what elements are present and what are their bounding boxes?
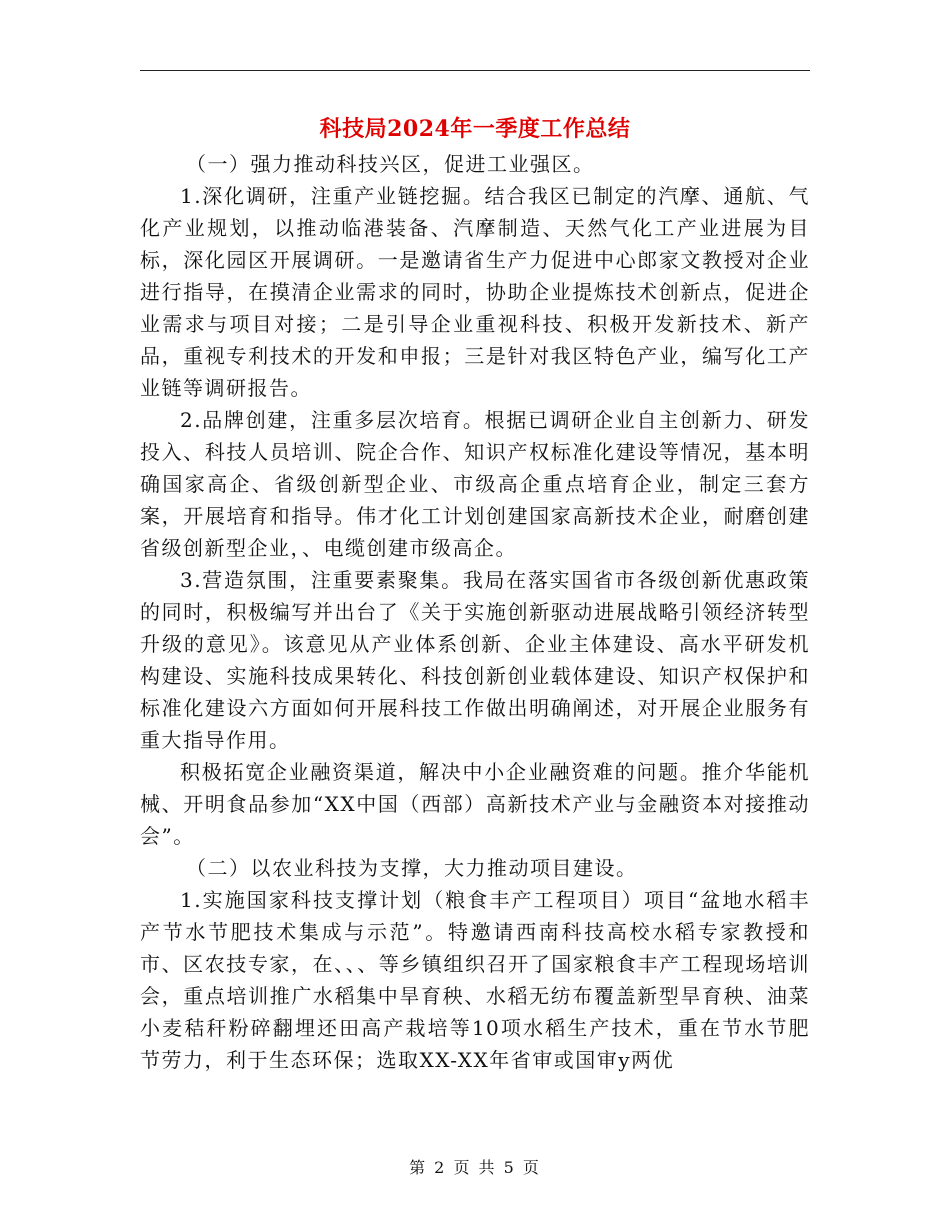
section-heading-1: （一）强力推动科技兴区，促进工业强区。 [186,152,595,176]
body-paragraph: 2.品牌创建，注重多层次培育。根据已调研企业自主创新力、研发投入、科技人员培训、院企合作、知识产权标准化建设等情况，基本明确国家高企、省级创新型企业、市级高企重点培育企业，制定三套方案，开展培育和指导。伟才化工计划创建国家高新技术企业，耐磨创建省级创新型企业，、电缆创建市级高企。 [140,408,810,560]
section-heading-2: （二）以农业科技为支撑，大力推动项目建设。 [186,856,638,880]
document-title: 科技局2024年一季度工作总结 [319,116,631,142]
body-paragraph: 3.营造氛围，注重要素聚集。我局在落实国省市各级创新优惠政策的同时，积极编写并出台了《关于实施创新驱动进展战略引领经济转型升级的意见》。该意见从产业体系创新、企业主体建设、高水平研发机构建设、实施科技成果转化、科技创新创业载体建设、知识产权保护和标准化建设六方面如何开展科技工作做出明确阐述，对开展企业服务有重大指导作用。 [140,568,810,752]
page-number: 第 2 页 共 5 页 [409,1158,541,1177]
document-body [140,148,810,1076]
body-paragraph: 1.实施国家科技支撑计划（粮食丰产工程项目）项目“盆地水稻丰产节水节肥技术集成与示范”。特邀请西南科技高校水稻专家教授和市、区农技专家，在、、、等乡镇组织召开了国家粮食丰产工程现场培训会，重点培训推广水稻集中旱育秧、水稻无纺布覆盖新型旱育秧、油菜小麦秸秆粉碎翻埋还田高产栽培等10项水稻生产技术，重在节水节肥节劳力，利于生态环保；选取XX-XX年省审或国审y两优 [140,888,810,1072]
header-rule [140,70,810,71]
body-paragraph: 积极拓宽企业融资渠道，解决中小企业融资难的问题。推介华能机械、开明食品参加“XX中国（西部）高新技术产业与金融资本对接推动会”。 [140,760,810,848]
body-paragraph: 1.深化调研，注重产业链挖掘。结合我区已制定的汽摩、通航、气化产业规划，以推动临港装备、汽摩制造、天然气化工产业进展为目标，深化园区开展调研。一是邀请省生产力促进中心郎家文教授对企业进行指导，在摸清企业需求的同时，协助企业提炼技术创新点，促进企业需求与项目对接；二是引导企业重视科技、积极开发新技术、新产品，重视专利技术的开发和申报；三是针对我区特色产业，编写化工产业链等调研报告。 [140,184,810,400]
